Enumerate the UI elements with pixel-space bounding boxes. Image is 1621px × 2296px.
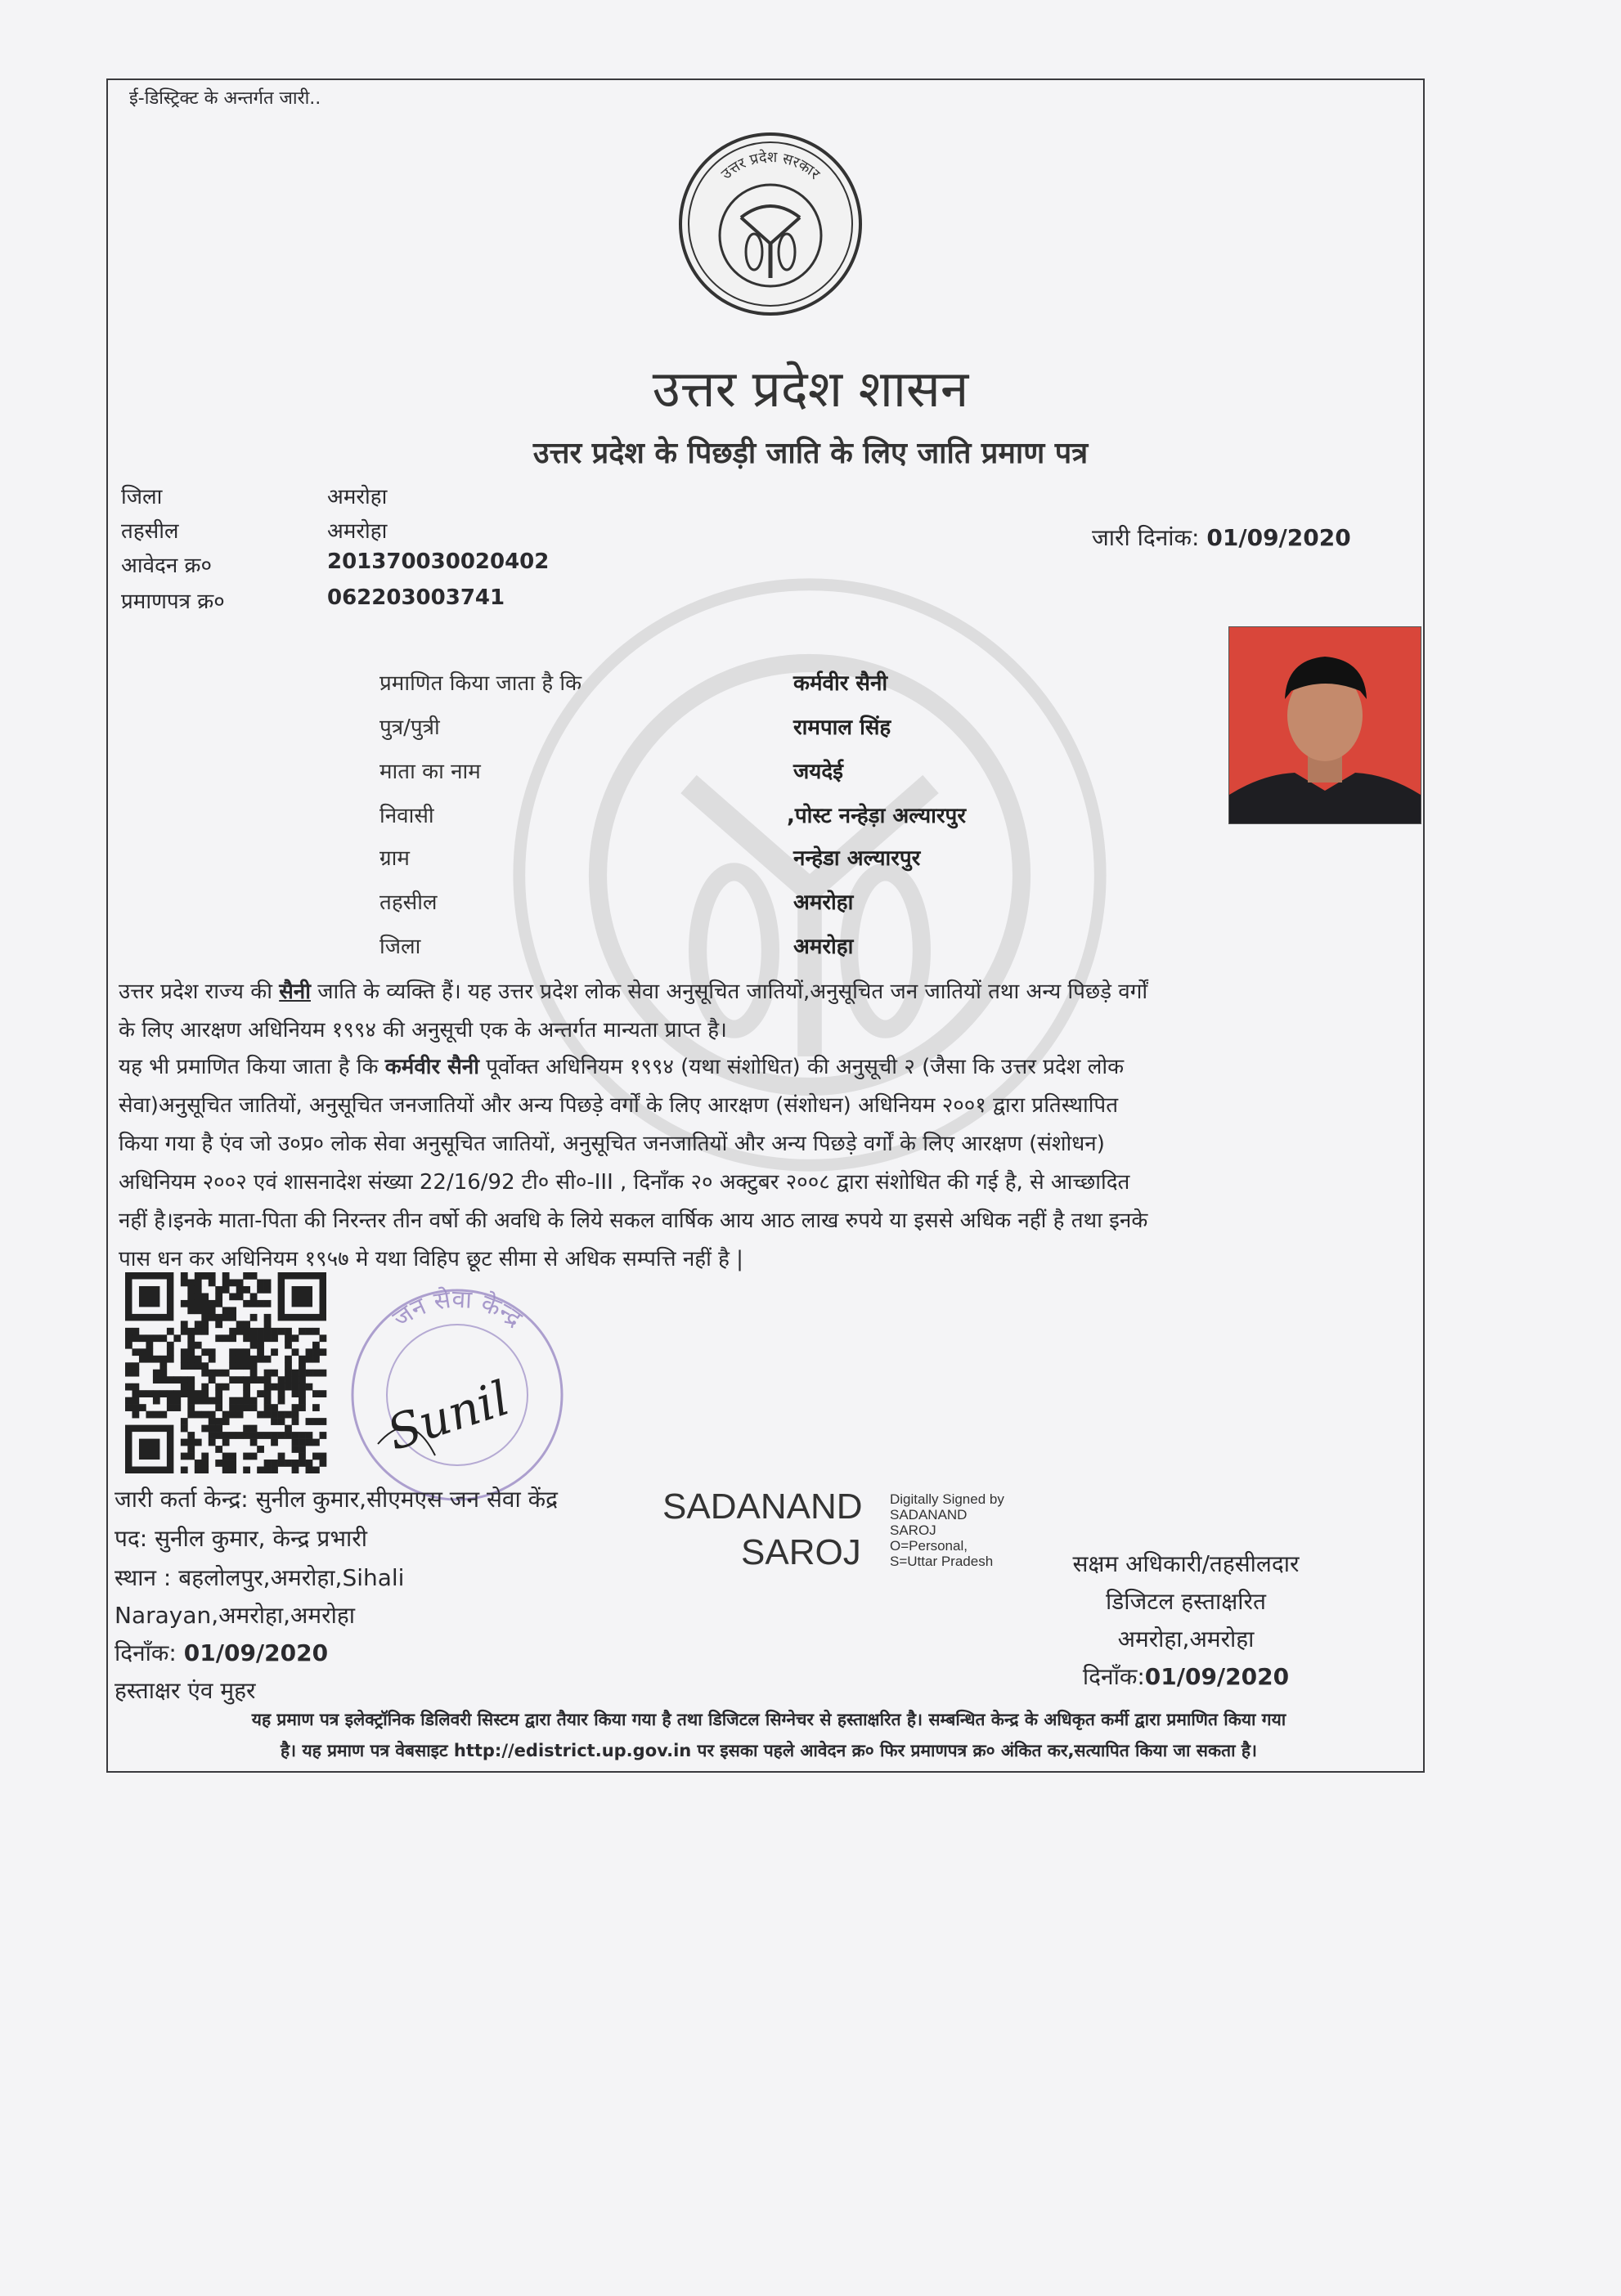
certify-value-village: नन्हेडा अल्यारपुर [793,846,921,871]
issuer-center: जारी कर्ता केन्द्र: सुनील कुमार,सीएमएस जन सेवा केंद्र [115,1486,559,1513]
emblem-text: उत्तर प्रदेश सरकार [717,148,824,183]
qr-code-icon [121,1272,330,1473]
creamy-layer-paragraph [119,1048,1411,1279]
digital-sign-detail-1: Digitally Signed by [890,1491,1004,1507]
authority-digital-signed: डिजिटल हस्ताक्षरित [1106,1588,1266,1615]
digital-sign-detail-2: SADANAND [890,1507,968,1522]
certify-value-name: कर्मवीर सैनी [793,671,888,696]
detail-label-district: जिला [121,485,163,509]
certify-value-parent: रामपाल सिंह [793,715,891,740]
certify-label-resident: निवासी [379,804,434,828]
digital-sign-details [890,1491,1004,1569]
detail-value-tehsil: अमरोहा [327,519,388,544]
up-govt-emblem-icon [676,129,865,319]
issue-date-label: जारी दिनांक: [1092,524,1200,551]
digital-sign-name-line1: SADANAND [662,1487,863,1527]
page-title: उत्तर प्रदेश शासन [652,359,969,419]
digital-sign-detail-4: O=Personal, [890,1538,968,1554]
detail-value-certificate-no: 062203003741 [327,585,505,610]
issuer-place-line2: Narayan,अमरोहा,अमरोहा [115,1602,355,1629]
footnote-line1: यह प्रमाण पत्र इलेक्ट्रॉनिक डिलिवरी सिस्टम द्वारा तैयार किया गया है तथा डिजिटल सिग्नेचर से हस्ताक्षरित है। सम्बन्धित केन्द्र के अधिकृत कर्मी द्वारा प्रमाणित किया गया [251,1710,1286,1729]
para1-line1 [119,973,1411,1011]
para2-line5: नहीं है।इनके माता-पिता की निरन्तर तीन वर्षो की अवधि के लिये सकल वार्षिक आय आठ लाख रुपये या इससे अधिक नहीं है तथा इनके [119,1209,1148,1233]
issuer-sign-label: हस्ताक्षर एंव मुहर [115,1677,256,1704]
certify-label-parent: पुत्र/पुत्री [379,715,440,740]
signature: Sunil [380,1370,516,1462]
certificate-subtitle: उत्तर प्रदेश के पिछड़ी जाति के लिए जाति प्रमाण पत्र [532,437,1089,470]
para2-line4: अधिनियम २००२ एवं शासनादेश संख्या 22/16/92 टी० सी०-III , दिनाँक २० अक्टुबर २००८ द्वारा संशोधित की गई है, से आच्छादित [119,1170,1130,1195]
detail-label-application-no: आवेदन क्र० [121,554,213,578]
issuer-post: पद: सुनील कुमार, केन्द्र प्रभारी [115,1525,367,1552]
authority-title: सक्षम अधिकारी/तहसीलदार [1072,1550,1300,1577]
digital-sign-detail-3: SAROJ [890,1522,936,1538]
authority-date-label: दिनाँक: [1082,1663,1145,1690]
svg-text:जन सेवा केन्द्र [388,1285,528,1334]
digital-sign-detail-5: S=Uttar Pradesh [890,1554,994,1569]
authority-date [1014,1658,1358,1696]
para2-line1 [119,1048,1411,1087]
para2-line6: पास धन कर अधिनियम १९५७ मे यथा विहिप छूट सीमा से अधिक सम्पत्ति नहीं है | [119,1247,743,1271]
detail-value-district: अमरोहा [327,485,388,509]
certify-label-mother: माता का नाम [379,760,481,784]
para1-pre: उत्तर प्रदेश राज्य की [119,980,280,1004]
footnote-line2: है। यह प्रमाण पत्र वेबसाइट http://edistrict.up.gov.in पर इसका पहले आवेदन क्र० फिर प्रमाणपत्र क्र० अंकित कर,सत्यापित किया जा सकता है। [281,1741,1257,1760]
certify-value-resident: ,पोस्ट नन्हेड़ा अल्यारपुर [787,804,966,828]
authority-location: अमरोहा,अमरोहा [1117,1626,1255,1652]
certify-value-district: अमरोहा [793,935,854,959]
header-note: ई-डिस्ट्रिक्ट के अन्तर्गत जारी.. [129,88,321,109]
issue-date [1092,522,1351,553]
caste-statement-paragraph [119,973,1411,1050]
detail-label-certificate-no: प्रमाणपत्र क्र० [121,590,225,614]
para2-pre: यह भी प्रमाणित किया जाता है कि [119,1055,385,1079]
certify-value-mother: जयदेई [793,760,843,784]
issuer-date [115,1637,328,1668]
issue-date-value: 01/09/2020 [1206,524,1351,551]
issuer-place-line1: स्थान : बहलोलपुर,अमरोहा,Sihali [115,1564,405,1591]
certify-value-tehsil: अमरोहा [793,890,854,915]
digital-sign-name-line2: SAROJ [741,1532,861,1572]
competent-authority [1014,1545,1358,1696]
issuer-date-label: दिनाँक: [115,1639,177,1666]
para2-line3: किया गया है एंव जो उ०प्र० लोक सेवा अनुसूचित जातियों, अनुसूचित जनजातियों और अन्य पिछड़े वर्गों के लिए आरक्षण (संशोधन) [119,1132,1105,1156]
applicant-photo [1228,626,1421,824]
para1-line2: के लिए आरक्षण अधिनियम १९९४ की अनुसूची एक के अन्तर्गत मान्यता प्राप्त है। [119,1018,727,1043]
para1-rest: जाति के व्यक्ति हैं। यह उत्तर प्रदेश लोक सेवा अनुसूचित जातियों,अनुसूचित जन जातियों तथा अन्य पिछड़े वर्गों [310,980,1148,1004]
certify-label-tehsil: तहसील [379,890,438,915]
certify-label-intro: प्रमाणित किया जाता है कि [379,671,582,696]
para2-line2: सेवा)अनुसूचित जातियों, अनुसूचित जनजातियों और अन्य पिछड़े वर्गों के लिए आरक्षण (संशोधन) अधिनियम २००१ द्वारा प्रतिस्थापित [119,1093,1119,1118]
stamp-text: जन सेवा केन्द्र [387,1285,528,1334]
detail-label-tehsil: तहसील [121,519,179,544]
caste-name: सैनी [279,980,311,1004]
para2-name: कर्मवीर सैनी [384,1055,479,1079]
detail-value-application-no: 201370030020402 [327,549,550,574]
authority-date-value: 01/09/2020 [1144,1663,1290,1690]
issuer-date-value: 01/09/2020 [183,1639,329,1666]
certify-label-village: ग्राम [379,846,410,871]
jan-seva-stamp [337,1284,577,1506]
certify-label-district: जिला [379,935,421,959]
verification-footnote [115,1704,1423,1766]
para2-rest: पूर्वोक्त अधिनियम १९९४ (यथा संशोधित) की अनुसूची २ (जैसा कि उत्तर प्रदेश लोक [478,1055,1125,1079]
